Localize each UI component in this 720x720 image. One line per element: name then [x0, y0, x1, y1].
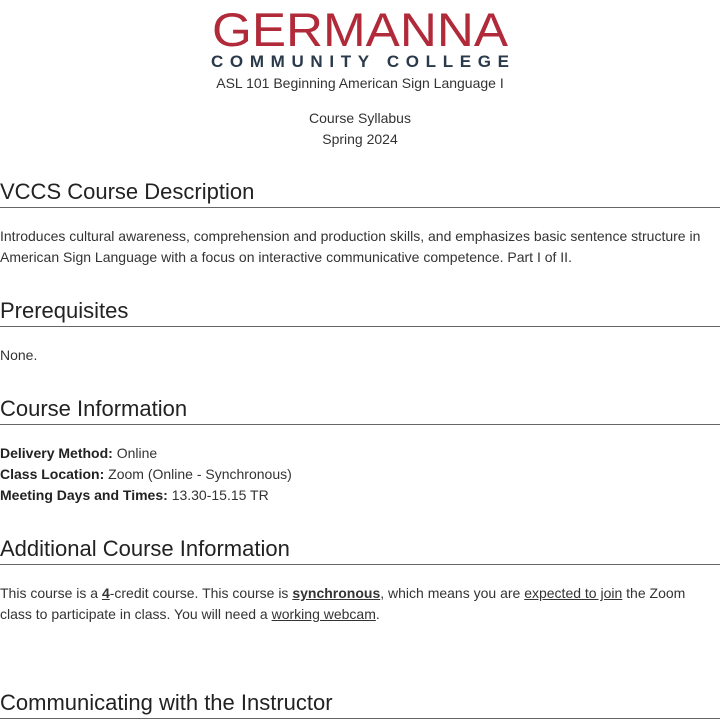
additional-text-part: This course is a: [0, 585, 102, 601]
meeting-times-value: 13.30-15.15 TR: [171, 487, 269, 503]
credits-link[interactable]: 4: [101, 585, 110, 601]
delivery-method-line: [0, 443, 157, 464]
additional-text-part: -credit course. This course is: [109, 585, 293, 601]
term: Spring 2024: [322, 131, 398, 147]
heading-additional-course-information: Additional Course Information: [0, 536, 290, 561]
delivery-method-label: Delivery Method:: [0, 445, 113, 461]
document-type: Course Syllabus: [309, 110, 411, 126]
working-webcam-link[interactable]: working webcam: [271, 606, 376, 622]
logo-subtitle: COMMUNITY COLLEGE: [211, 52, 509, 69]
class-location-value: Zoom (Online - Synchronous): [108, 466, 292, 482]
heading-course-information: Course Information: [0, 396, 188, 421]
section-divider: [0, 564, 720, 565]
additional-text-part: .: [375, 606, 380, 622]
prerequisites-text: None.: [0, 347, 38, 363]
delivery-method-value: Online: [116, 445, 158, 461]
vccs-description-text: Introduces cultural awareness, comprehension and production skills, and emphasizes basic sentence structure in American Sign Language with a focus on interactive communicative competence. Part I of II.: [0, 228, 701, 265]
logo-wordmark: GERMANNA: [212, 5, 509, 56]
section-divider: [0, 424, 720, 425]
additional-info-text: [0, 583, 718, 625]
class-location-label: Class Location:: [0, 466, 105, 482]
germanna-logo: [210, 5, 510, 69]
heading-vccs-course-description: VCCS Course Description: [0, 179, 255, 204]
meeting-times-label: Meeting Days and Times:: [0, 487, 168, 503]
heading-prerequisites: Prerequisites: [0, 298, 129, 323]
class-location-line: [0, 464, 292, 485]
meeting-times-line: [0, 485, 269, 506]
section-divider: [0, 326, 720, 327]
additional-text-part: the Zoom class to participate in class. You will need a: [0, 585, 686, 622]
section-divider: [0, 718, 720, 719]
expected-to-join-link[interactable]: expected to join: [524, 585, 623, 601]
heading-communicating-with-instructor: Communicating with the Instructor: [0, 690, 333, 715]
section-divider: [0, 207, 720, 208]
synchronous-link[interactable]: synchronous: [292, 585, 381, 601]
course-title: ASL 101 Beginning American Sign Language I: [216, 75, 504, 91]
additional-text-part: , which means you are: [380, 585, 525, 601]
